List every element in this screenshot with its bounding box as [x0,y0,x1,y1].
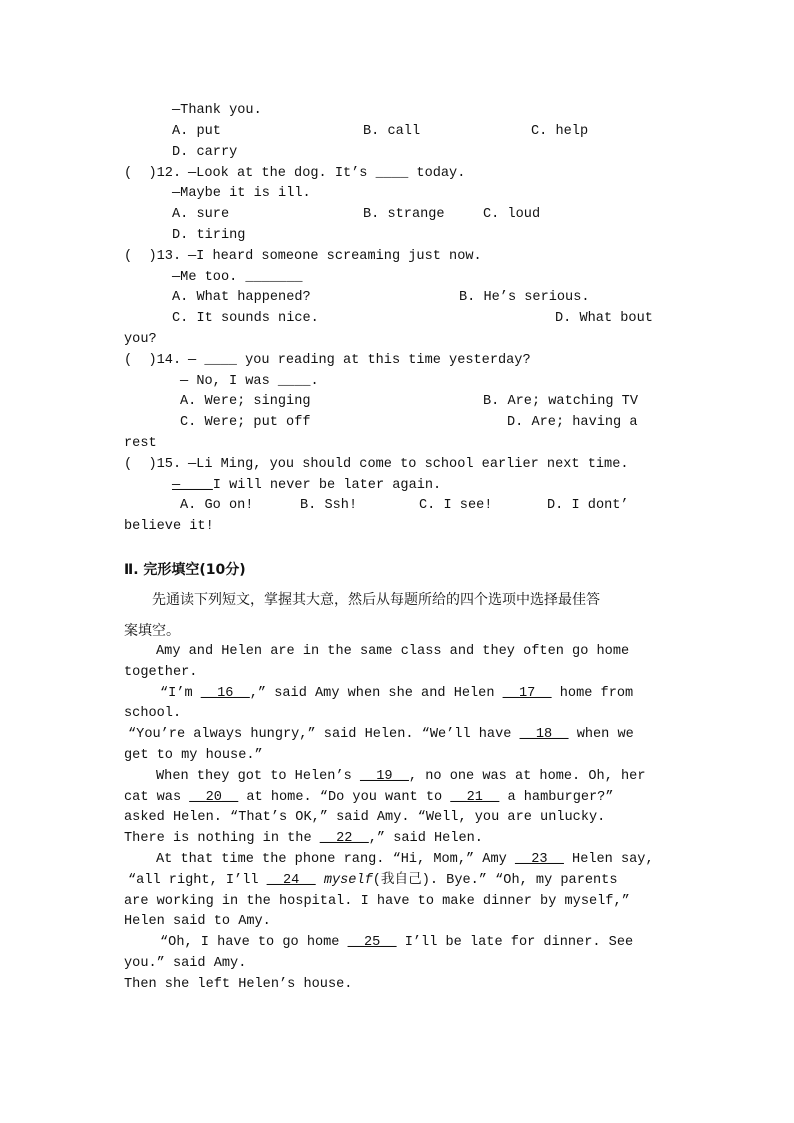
q13-stem: —I heard someone screaming just now. [188,249,482,264]
blank-21: __21__ [450,790,500,805]
q11-option-c: C. help [531,124,589,139]
q12-reply: —Maybe it is ill. [172,186,311,201]
passage-line: are working in the hospital. I have to make dinner by myself,” [124,894,630,909]
passage-line: school. [124,706,182,721]
q14-option-c: C. Were; put off [180,415,311,430]
q14-option-b: B. Are; watching TV [483,394,638,409]
q13-number: ( )13. [124,249,182,264]
q11-reply: —Thank you. [172,103,262,118]
passage-line: get to my house.” [124,748,263,763]
q15-option-a: A. Go on! [180,498,254,513]
passage-line: There is nothing in the __22__,” said Helen. [124,831,483,846]
q14-number: ( )14. [124,353,182,368]
blank-24: __24__ [266,873,316,888]
q14-stem: — ____ you reading at this time yesterday? [188,353,531,368]
passage-line: “You’re always hungry,” said Helen. “We’ll have __18__ when we [128,727,634,742]
q15-number: ( )15. [124,457,182,472]
passage-line: At that time the phone rang. “Hi, Mom,” Amy __23__ Helen say, [156,852,654,867]
blank-16: __16__ [200,686,250,701]
passage-line: together. [124,665,198,680]
q15-option-d-continued: believe it! [124,519,214,534]
passage-line: When they got to Helen’s __19__, no one was at home. Oh, her [156,769,646,784]
q11-option-d: D. carry [172,145,238,160]
section-instruction: 先通读下列短文，掌握其大意，然后从每题所给的四个选项中选择最佳答 [152,592,600,608]
q14-option-d: D. Are; having a [507,415,638,430]
passage-line: “all right, I’ll __24__ myself(我自己). Bye.” “Oh, my parents [128,873,618,888]
section-heading: Ⅱ. 完形填空(10分) [124,562,246,578]
q12-option-a: A. sure [172,207,230,222]
q13-option-d: D. What bout [555,311,653,326]
q11-option-a: A. put [172,124,221,139]
q12-option-d: D. tiring [172,228,246,243]
passage-line: “I’m __16__,” said Amy when she and Helen __17__ home from [160,686,634,701]
blank-18: __18__ [519,727,569,742]
q13-option-c: C. It sounds nice. [172,311,319,326]
q15-option-c: C. I see! [419,498,493,513]
q12-option-c: C. loud [483,207,541,222]
passage-line: Amy and Helen are in the same class and they often go home [156,644,630,659]
q13-option-a: A. What happened? [172,290,311,305]
q15-reply-blank: —____ [172,478,213,493]
q15-stem: —Li Ming, you should come to school earlier next time. [188,457,629,472]
blank-25: __25__ [347,935,397,950]
q14-option-a: A. Were; singing [180,394,311,409]
blank-23: __23__ [514,852,564,867]
passage-line: Helen said to Amy. [124,914,271,929]
blank-19: __19__ [359,769,409,784]
passage-line: Then she left Helen’s house. [124,977,353,992]
q15-option-b: B. Ssh! [300,498,358,513]
q12-number: ( )12. [124,166,182,181]
passage-line: you.” said Amy. [124,956,247,971]
q14-reply: — No, I was ____. [180,374,319,389]
blank-20: __20__ [189,790,239,805]
italic-word: myself [323,873,373,888]
q12-option-b: B. strange [363,207,445,222]
passage-line: cat was __20__ at home. “Do you want to __21__ a hamburger?” [124,790,614,805]
q11-option-b: B. call [363,124,421,139]
blank-17: __17__ [502,686,552,701]
blank-22: __22__ [319,831,369,846]
passage-line: asked Helen. “That’s OK,” said Amy. “Well, you are unlucky. [124,810,606,825]
q13-option-b: B. He’s serious. [459,290,590,305]
q14-option-d-continued: rest [124,436,157,451]
q13-option-d-continued: you? [124,332,157,347]
q15-reply [172,477,441,495]
q12-stem: —Look at the dog. It’s ____ today. [188,166,466,181]
section-instruction-continued: 案填空。 [124,623,180,639]
q13-reply: —Me too. _______ [172,270,303,285]
passage-line: “Oh, I have to go home __25__ I’ll be late for dinner. See [160,935,634,950]
q15-reply-text: I will never be later again. [212,478,442,493]
q15-option-d: D. I dont’ [547,498,629,513]
